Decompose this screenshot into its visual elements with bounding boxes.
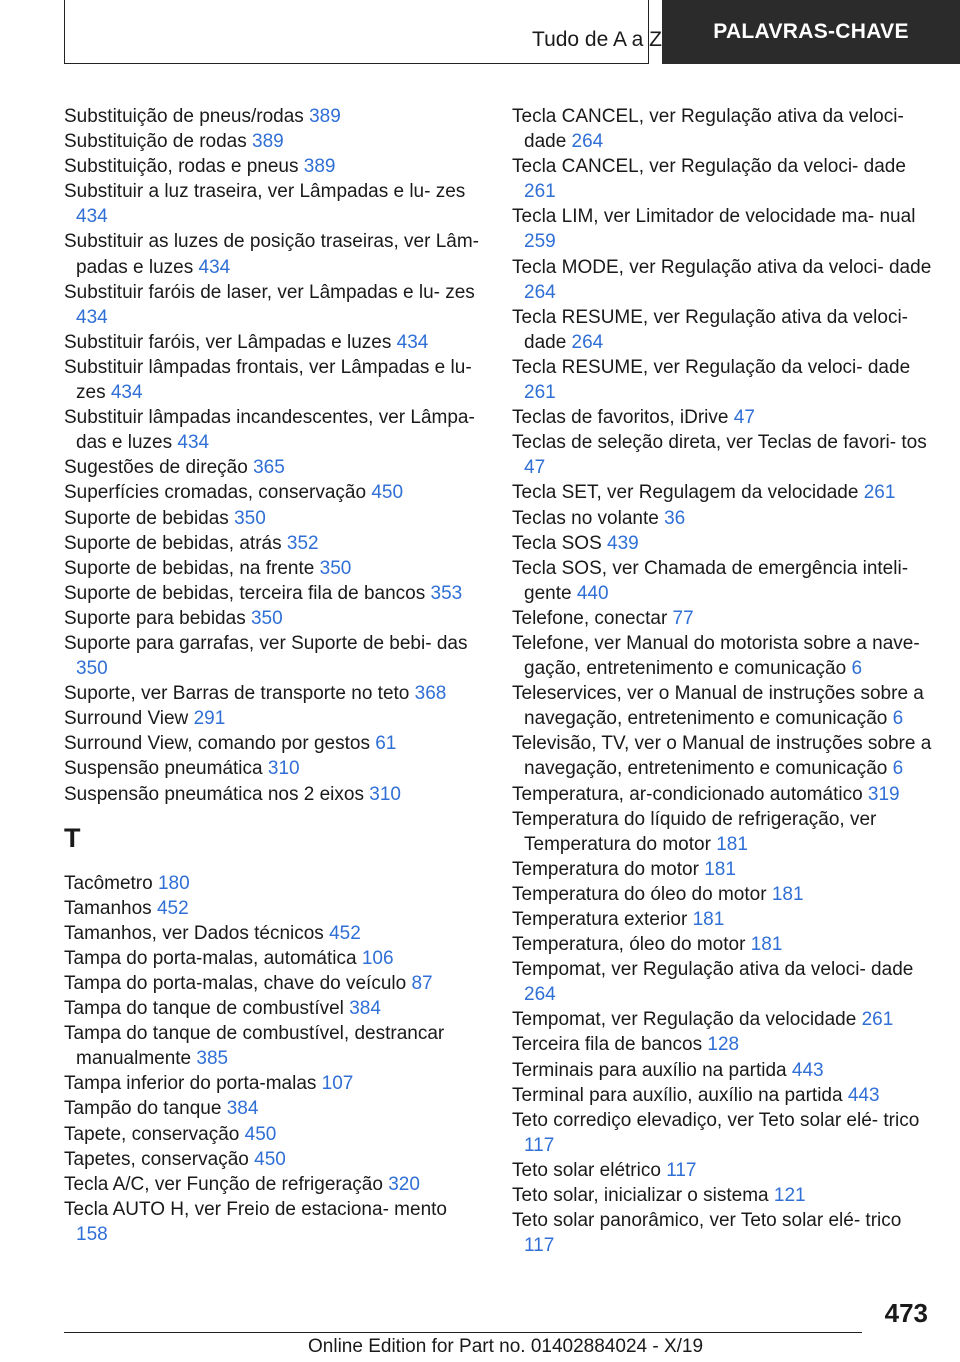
index-entry bbox=[64, 104, 482, 129]
page-link[interactable]: 291 bbox=[193, 708, 226, 730]
index-entry bbox=[64, 996, 482, 1021]
index-entry bbox=[64, 1147, 482, 1172]
index-entry bbox=[64, 179, 482, 229]
index-entry bbox=[64, 731, 482, 756]
page-number: 473 bbox=[884, 1298, 928, 1328]
index-entry bbox=[512, 631, 932, 681]
page-link[interactable]: 264 bbox=[524, 984, 556, 1006]
index-entry-text: Tecla SET, ver Regulagem da velocidade bbox=[512, 482, 864, 504]
page-link[interactable]: 264 bbox=[571, 131, 604, 153]
page-link[interactable]: 261 bbox=[524, 382, 556, 404]
index-entry-text: Telefone, ver Manual do motorista sobre a nave- gação, entretenimento e comunicação bbox=[512, 632, 920, 680]
page-link[interactable]: 319 bbox=[867, 783, 900, 805]
index-entry bbox=[64, 480, 482, 505]
index-entry bbox=[512, 405, 932, 430]
page-link[interactable]: 450 bbox=[254, 1148, 286, 1170]
index-entry bbox=[64, 1071, 482, 1096]
index-entry bbox=[64, 556, 482, 581]
index-entry bbox=[64, 896, 482, 921]
index-entry bbox=[64, 871, 482, 896]
index-entry-text: Televisão, TV, ver o Manual de instruções sobre a navegação, entretenimento e comunicação bbox=[512, 733, 932, 780]
index-entry-text: Suporte para garrafas, ver Suporte de bebi- das bbox=[64, 632, 468, 654]
index-entry-text: Sugestões de direção bbox=[64, 457, 254, 479]
index-entry bbox=[64, 531, 482, 556]
page-link[interactable]: 434 bbox=[198, 256, 231, 278]
page-link[interactable]: 368 bbox=[414, 683, 447, 705]
page-link[interactable]: 47 bbox=[524, 457, 546, 479]
index-entry bbox=[512, 782, 932, 807]
index-entry-text: Tecla A/C, ver Função de refrigeração bbox=[64, 1173, 389, 1195]
index-entry bbox=[64, 581, 482, 606]
page-link[interactable]: 117 bbox=[524, 1134, 555, 1156]
index-entry-text: Tampa do tanque de combustível bbox=[64, 998, 350, 1020]
index-entry bbox=[512, 907, 932, 932]
index-entry-text: Substituir lâmpadas frontais, ver Lâmpadas e lu- zes bbox=[64, 356, 472, 404]
index-entry bbox=[512, 957, 932, 1007]
page-link[interactable]: 264 bbox=[524, 281, 556, 303]
page-link[interactable]: 181 bbox=[771, 883, 804, 905]
page-link[interactable]: 107 bbox=[321, 1073, 354, 1095]
page-link[interactable]: 350 bbox=[234, 507, 266, 529]
index-letter-heading: T bbox=[64, 822, 81, 853]
index-entry-text: Temperatura do líquido de refrigeração, ver Temperatura do motor bbox=[512, 808, 877, 855]
page-link[interactable]: 434 bbox=[76, 206, 108, 228]
index-entry-text: Teto solar panorâmico, ver Teto solar elé- trico bbox=[512, 1210, 902, 1232]
index-entry bbox=[64, 1172, 482, 1197]
page-link[interactable]: 443 bbox=[847, 1084, 880, 1106]
index-entry-text: Tampa inferior do porta-malas bbox=[64, 1073, 322, 1095]
footer-rule bbox=[64, 1332, 862, 1333]
index-entry bbox=[64, 280, 482, 330]
page-link[interactable]: 181 bbox=[692, 909, 725, 930]
index-entry bbox=[512, 1108, 932, 1158]
index-entry bbox=[512, 430, 932, 480]
index-entry-text: Suporte, ver Barras de transporte no teto bbox=[64, 683, 415, 705]
page-link[interactable]: 389 bbox=[309, 106, 341, 127]
page-link[interactable]: 181 bbox=[704, 858, 736, 880]
index-entry bbox=[512, 480, 932, 505]
index-entry bbox=[64, 1096, 482, 1121]
page-link[interactable]: 353 bbox=[430, 582, 463, 604]
index-entry bbox=[64, 921, 482, 946]
page-link[interactable]: 389 bbox=[303, 156, 336, 178]
index-entry bbox=[512, 104, 932, 154]
page-link[interactable]: 158 bbox=[76, 1223, 108, 1245]
page-link[interactable]: 310 bbox=[369, 783, 401, 805]
page-link[interactable]: 440 bbox=[576, 582, 609, 604]
index-entry bbox=[64, 681, 482, 706]
index-entry bbox=[512, 556, 932, 606]
index-entry-text: Teclas de favoritos, iDrive bbox=[512, 407, 734, 429]
index-entry bbox=[512, 531, 932, 556]
page-link[interactable]: 128 bbox=[707, 1034, 740, 1056]
header-rule-left bbox=[64, 0, 65, 64]
page-link[interactable]: 385 bbox=[196, 1048, 229, 1070]
page-link[interactable]: 117 bbox=[666, 1159, 697, 1181]
page-link[interactable]: 181 bbox=[750, 934, 783, 956]
index-entry-text: Substituir a luz traseira, ver Lâmpadas e lu- zes bbox=[64, 181, 466, 203]
page-link[interactable]: 6 bbox=[892, 708, 904, 730]
index-entry bbox=[512, 731, 932, 781]
footer-edition: Online Edition for Part no. 01402884024 - X/19 bbox=[308, 1336, 704, 1357]
page-link[interactable]: 264 bbox=[571, 331, 604, 353]
index-entry bbox=[64, 405, 482, 455]
page-link[interactable]: 77 bbox=[672, 607, 694, 629]
index-entry bbox=[512, 355, 932, 405]
index-entry bbox=[64, 455, 482, 480]
index-entry-text: Surround View bbox=[64, 708, 194, 730]
index-entry-text: Tecla RESUME, ver Regulação ativa da veloci- dade bbox=[512, 306, 909, 353]
index-entry bbox=[512, 1208, 932, 1258]
index-entry bbox=[512, 255, 932, 305]
page-link[interactable]: 180 bbox=[157, 872, 190, 894]
index-entry-text: Tempomat, ver Regulação da velocidade bbox=[512, 1009, 862, 1031]
index-entry bbox=[512, 1058, 932, 1083]
index-entry bbox=[512, 1183, 932, 1208]
index-entry bbox=[512, 681, 932, 731]
index-entry-text: Substituição de rodas bbox=[64, 131, 253, 153]
page-link[interactable]: 310 bbox=[267, 758, 300, 780]
index-entry bbox=[64, 506, 482, 531]
index-entry-text: Telefone, conectar bbox=[512, 607, 673, 629]
page-link[interactable]: 121 bbox=[773, 1185, 806, 1207]
index-entry bbox=[512, 154, 932, 204]
index-entry-text: Tecla CANCEL, ver Regulação ativa da veloci- dade bbox=[512, 106, 904, 153]
page-link[interactable]: 452 bbox=[329, 922, 361, 944]
index-entry bbox=[64, 782, 482, 807]
index-entry bbox=[64, 971, 482, 996]
index-entry-text: Suspensão pneumática bbox=[64, 758, 268, 780]
page-link[interactable]: 6 bbox=[851, 658, 863, 680]
index-entry-text: Suporte de bebidas, na frente bbox=[64, 557, 320, 579]
index-entry bbox=[512, 807, 932, 857]
chapter-tab[interactable] bbox=[662, 0, 960, 64]
index-entry bbox=[512, 606, 932, 631]
index-entry bbox=[512, 1007, 932, 1032]
page-link[interactable]: 434 bbox=[76, 306, 108, 328]
index-list-t-continued bbox=[512, 104, 932, 1258]
index-entry-text: Tecla AUTO H, ver Freio de estaciona- mento bbox=[64, 1198, 447, 1220]
index-entry bbox=[64, 355, 482, 405]
page-link[interactable]: 259 bbox=[524, 231, 556, 253]
index-entry bbox=[512, 1083, 932, 1108]
section-title: Tudo de A a Z bbox=[532, 28, 662, 51]
index-entry-text: Temperatura, ar-condicionado automático bbox=[512, 783, 868, 805]
page-link[interactable]: 450 bbox=[371, 482, 404, 504]
index-entry bbox=[64, 631, 482, 681]
index-entry bbox=[64, 1197, 482, 1247]
index-entry-text: Teleservices, ver o Manual de instruções sobre a navegação, entretenimento e comunicação bbox=[512, 683, 924, 730]
page-link[interactable]: 350 bbox=[319, 557, 352, 579]
page-link[interactable]: 452 bbox=[156, 897, 189, 919]
index-entry-text: Tampa do porta-malas, chave do veículo bbox=[64, 973, 412, 994]
index-column-left bbox=[64, 104, 482, 1247]
index-column-right bbox=[512, 104, 932, 1258]
index-entry bbox=[64, 946, 482, 971]
index-entry-text: Tecla SOS bbox=[512, 532, 608, 554]
index-entry-text: Teto solar, inicializar o sistema bbox=[512, 1185, 774, 1207]
index-entry-text: Substituir faróis de laser, ver Lâmpadas e lu- zes bbox=[64, 281, 475, 303]
index-entry bbox=[512, 1158, 932, 1183]
index-entry bbox=[64, 330, 482, 355]
page-link[interactable]: 106 bbox=[361, 947, 394, 969]
index-entry bbox=[512, 882, 932, 907]
index-entry-text: Substituição, rodas e pneus bbox=[64, 156, 304, 178]
index-list-t bbox=[64, 871, 482, 1247]
index-entry bbox=[64, 606, 482, 631]
page-link[interactable]: 350 bbox=[250, 607, 283, 629]
index-entry-text: Terceira fila de bancos bbox=[512, 1034, 708, 1056]
index-entry-text: Teto solar elétrico bbox=[512, 1159, 667, 1181]
page-link[interactable]: 261 bbox=[861, 1009, 894, 1031]
index-entry bbox=[64, 756, 482, 781]
page-link[interactable]: 87 bbox=[411, 973, 433, 994]
index-entry-text: Teclas no volante bbox=[512, 507, 665, 529]
page-link[interactable]: 384 bbox=[349, 998, 381, 1020]
index-entry-text: Substituir as luzes de posição traseiras, ver Lâm- padas e luzes bbox=[64, 231, 480, 278]
page-link[interactable]: 434 bbox=[396, 331, 429, 353]
page-link[interactable]: 181 bbox=[716, 833, 748, 855]
page-link[interactable]: 439 bbox=[607, 532, 639, 554]
index-entry bbox=[512, 204, 932, 254]
page-link[interactable]: 443 bbox=[791, 1059, 824, 1081]
index-entry-text: Temperatura do óleo do motor bbox=[512, 883, 772, 905]
index-entry-text: Substituição de pneus/rodas bbox=[64, 106, 310, 127]
index-entry-text: Surround View, comando por gestos bbox=[64, 733, 376, 755]
index-entry bbox=[512, 305, 932, 355]
index-entry-text: Tecla SOS, ver Chamada de emergência inteli- gente bbox=[512, 557, 909, 604]
index-entry-text: Terminal para auxílio, auxílio na partida bbox=[512, 1084, 848, 1106]
index-entry bbox=[512, 1032, 932, 1057]
index-entry-text: Temperatura do motor bbox=[512, 858, 705, 880]
page-link[interactable]: 350 bbox=[76, 658, 108, 680]
index-entry-text: Substituir faróis, ver Lâmpadas e luzes bbox=[64, 331, 397, 353]
index-entry-text: Temperatura exterior bbox=[512, 909, 693, 930]
index-entry-text: Substituir lâmpadas incandescentes, ver Lâmpa- das e luzes bbox=[64, 407, 475, 454]
index-entry bbox=[512, 932, 932, 957]
index-entry-text: Tecla MODE, ver Regulação ativa da veloci- dade bbox=[512, 256, 932, 278]
index-entry-text: Suporte de bebidas bbox=[64, 507, 235, 529]
index-entry-text: Tamanhos, ver Dados técnicos bbox=[64, 922, 330, 944]
index-entry-text: Tapete, conservação bbox=[64, 1123, 245, 1145]
index-entry-text: Tecla RESUME, ver Regulação da veloci- dade bbox=[512, 356, 911, 378]
index-entry-text: Terminais para auxílio na partida bbox=[512, 1059, 792, 1081]
index-entry-text: Suporte de bebidas, terceira fila de bancos bbox=[64, 582, 431, 604]
index-entry-text: Tempomat, ver Regulação ativa da veloci- dade bbox=[512, 959, 914, 981]
index-entry bbox=[64, 129, 482, 154]
chapter-tab-label: PALAVRAS-CHAVE bbox=[713, 20, 909, 43]
index-entry-text: Suporte de bebidas, atrás bbox=[64, 532, 287, 554]
index-entry-text: Teclas de seleção direta, ver Teclas de favori- tos bbox=[512, 432, 927, 454]
index-entry-text: Tampão do tanque bbox=[64, 1098, 227, 1120]
page-link[interactable]: 384 bbox=[226, 1098, 259, 1120]
index-entry bbox=[64, 154, 482, 179]
header-rule-bottom bbox=[64, 63, 648, 64]
page-link[interactable]: 434 bbox=[110, 382, 143, 404]
page-link[interactable]: 389 bbox=[252, 131, 284, 153]
index-entry bbox=[512, 857, 932, 882]
page-link[interactable]: 47 bbox=[733, 407, 755, 429]
index-entry-text: Suspensão pneumática nos 2 eixos bbox=[64, 783, 370, 805]
index-entry-text: Tapetes, conservação bbox=[64, 1148, 255, 1170]
page-link[interactable]: 434 bbox=[177, 432, 210, 454]
index-entry-text: Tampa do porta-malas, automática bbox=[64, 947, 362, 969]
page-link[interactable]: 36 bbox=[664, 507, 686, 529]
index-entry-text: Tecla LIM, ver Limitador de velocidade ma- nual bbox=[512, 206, 916, 228]
page-link[interactable]: 352 bbox=[286, 532, 319, 554]
index-entry bbox=[64, 1122, 482, 1147]
index-entry-text: Temperatura, óleo do motor bbox=[512, 934, 751, 956]
index-entry bbox=[64, 1021, 482, 1071]
page-link[interactable]: 450 bbox=[244, 1123, 277, 1145]
index-entry bbox=[512, 506, 932, 531]
index-entry bbox=[64, 229, 482, 279]
page-link[interactable]: 261 bbox=[863, 482, 896, 504]
index-entry-text: Suporte para bebidas bbox=[64, 607, 251, 629]
page-link[interactable]: 61 bbox=[375, 733, 397, 755]
page-link[interactable]: 365 bbox=[253, 457, 285, 479]
index-entry-text: Tampa do tanque de combustível, destrancar manualmente bbox=[64, 1023, 445, 1070]
index-entry-text: Tacômetro bbox=[64, 872, 158, 894]
page-link[interactable]: 320 bbox=[388, 1173, 420, 1195]
page-link[interactable]: 117 bbox=[524, 1235, 555, 1257]
index-entry-text: Tamanhos bbox=[64, 897, 157, 919]
page-link[interactable]: 261 bbox=[524, 181, 556, 203]
index-entry bbox=[64, 706, 482, 731]
page-link[interactable]: 6 bbox=[892, 758, 904, 780]
index-entry-text: Teto corrediço elevadiço, ver Teto solar elé- trico bbox=[512, 1109, 920, 1131]
index-list-s bbox=[64, 104, 482, 807]
index-entry-text: Tecla CANCEL, ver Regulação da veloci- dade bbox=[512, 156, 906, 178]
index-entry-text: Superfícies cromadas, conservação bbox=[64, 482, 372, 504]
